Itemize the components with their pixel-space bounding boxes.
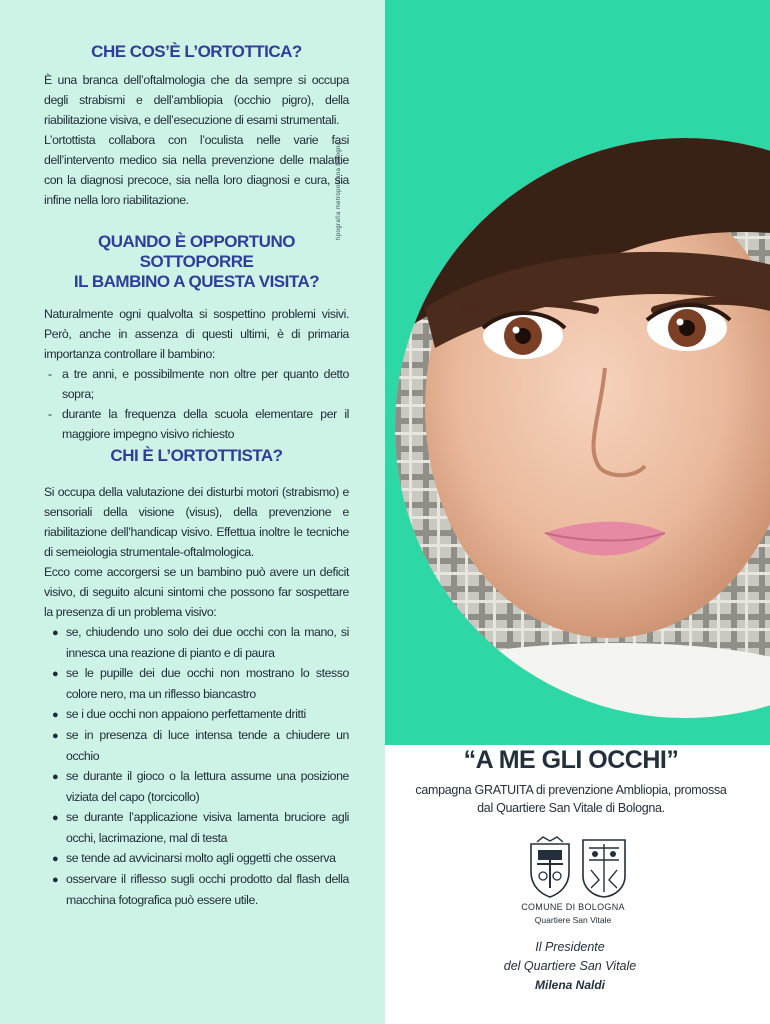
title-line: IL BAMBINO A QUESTA VISITA? [73, 272, 320, 291]
paragraph: Naturalmente ogni qualvolta si sospettino problemi visivi. Però, anche in assenza di questi ultimi, è di primaria importanza controllare il bambino: [44, 307, 349, 361]
list-item: - a tre anni, e possibilmente non oltre per quanto detto sopra; [44, 364, 349, 404]
emblems [525, 836, 629, 898]
paragraph: Si occupa della valutazione dei disturbi motori (strabismo) e sensoriali della visione (visus), della prevenzione e riabilitazione dell’handicap visivo. Effettua inoltre le tecniche di semeiologia strumentale-oftalmologica. [44, 485, 349, 559]
section-body [44, 304, 349, 444]
section-title: CHE COS’È L’ORTOTTICA? [91, 42, 302, 61]
coat-of-arms-icon [531, 837, 569, 897]
list-item: ● se le pupille dei due occhi non mostrano lo stesso colore nero, ma un riflesso biancastro [52, 666, 349, 701]
signature-block [470, 938, 670, 995]
signer-role: del Quartiere San Vitale [503, 959, 637, 973]
list-item: ● se durante l’applicazione visiva lamenta bruciore agli occhi, lacrimazione, mal di testa [52, 810, 349, 845]
section-title [44, 232, 349, 292]
bullet-icon: ● [52, 771, 59, 783]
section-title: CHI È L’ORTOTTISTA? [110, 446, 283, 465]
list-item: ● se, chiudendo uno solo dei due occhi con la mano, si innesca una reazione di pianto e di paura [52, 625, 349, 660]
subtitle-line: dal Quartiere San Vitale di Bologna. [477, 801, 665, 815]
bullet-icon: ● [52, 709, 59, 721]
bullet-icon: ● [52, 627, 59, 639]
dash-icon: - [48, 367, 52, 381]
bullet-icon: ● [52, 874, 59, 886]
symptom-list [44, 622, 349, 910]
signer-role: Il Presidente [535, 940, 605, 954]
section-when-to-visit [44, 232, 349, 444]
district-name: Quartiere San Vitale [534, 915, 612, 925]
signer-name: Milena Naldi [534, 978, 605, 992]
section-body [44, 482, 349, 910]
campaign-block [398, 746, 744, 817]
list-item: ● se i due occhi non appaiono perfettamente dritti [44, 704, 349, 725]
list-item: ● se tende ad avvicinarsi molto agli oggetti che osserva [44, 848, 349, 869]
municipality-name: COMUNE DI BOLOGNA [521, 902, 625, 912]
bullet-icon: ● [52, 853, 59, 865]
paragraph: È una branca dell’oftalmologia che da sempre si occupa degli strabismi e dell’ambliopia (occhio pigro), della riabilitazione visiva, e dell’esecuzione di esami strumentali. [44, 73, 349, 127]
visit-timing-list [44, 364, 349, 444]
quarter-emblem-icon [583, 840, 625, 897]
subtitle-line: campagna GRATUITA di prevenzione Ambliopia, promossa [415, 783, 727, 797]
list-item: ● osservare il riflesso sugli occhi prodotto dal flash della macchina fotografica può essere utile. [52, 872, 349, 907]
paragraph: Ecco come accorgersi se un bambino può avere un deficit visivo, di seguito alcuni sintomi che possono far sospettare la presenza di un problema visivo: [44, 565, 349, 619]
municipality-label [500, 902, 646, 925]
section-what-is-orthoptics [44, 42, 349, 210]
title-line: QUANDO È OPPORTUNO SOTTOPORRE [98, 232, 295, 271]
paragraph: L’ortottista collabora con l’oculista nelle varie fasi dell’intervento medico sia nella prevenzione delle malattie con la diagnosi precoce, sia nella loro diagnosi e cura, sia infine nella loro riabilitazione. [44, 133, 349, 207]
bullet-icon: ● [52, 730, 59, 742]
list-item: ● se in presenza di luce intensa tende a chiudere un occhio [52, 728, 349, 763]
bullet-icon: ● [52, 812, 59, 824]
printer-credit: tipografia metropolitana bologna [336, 141, 342, 240]
section-who-is-orthoptist [44, 446, 349, 910]
list-item: ● se durante il gioco o la lettura assume una posizione viziata del capo (torcicollo) [52, 769, 349, 804]
dash-icon: - [48, 407, 52, 421]
section-body [44, 70, 349, 210]
bullet-icon: ● [52, 668, 59, 680]
list-item: - durante la frequenza della scuola elementare per il maggiore impegno visivo richiesto [44, 404, 349, 444]
campaign-subtitle [398, 781, 744, 817]
campaign-title: “A ME GLI OCCHI” [463, 746, 679, 774]
